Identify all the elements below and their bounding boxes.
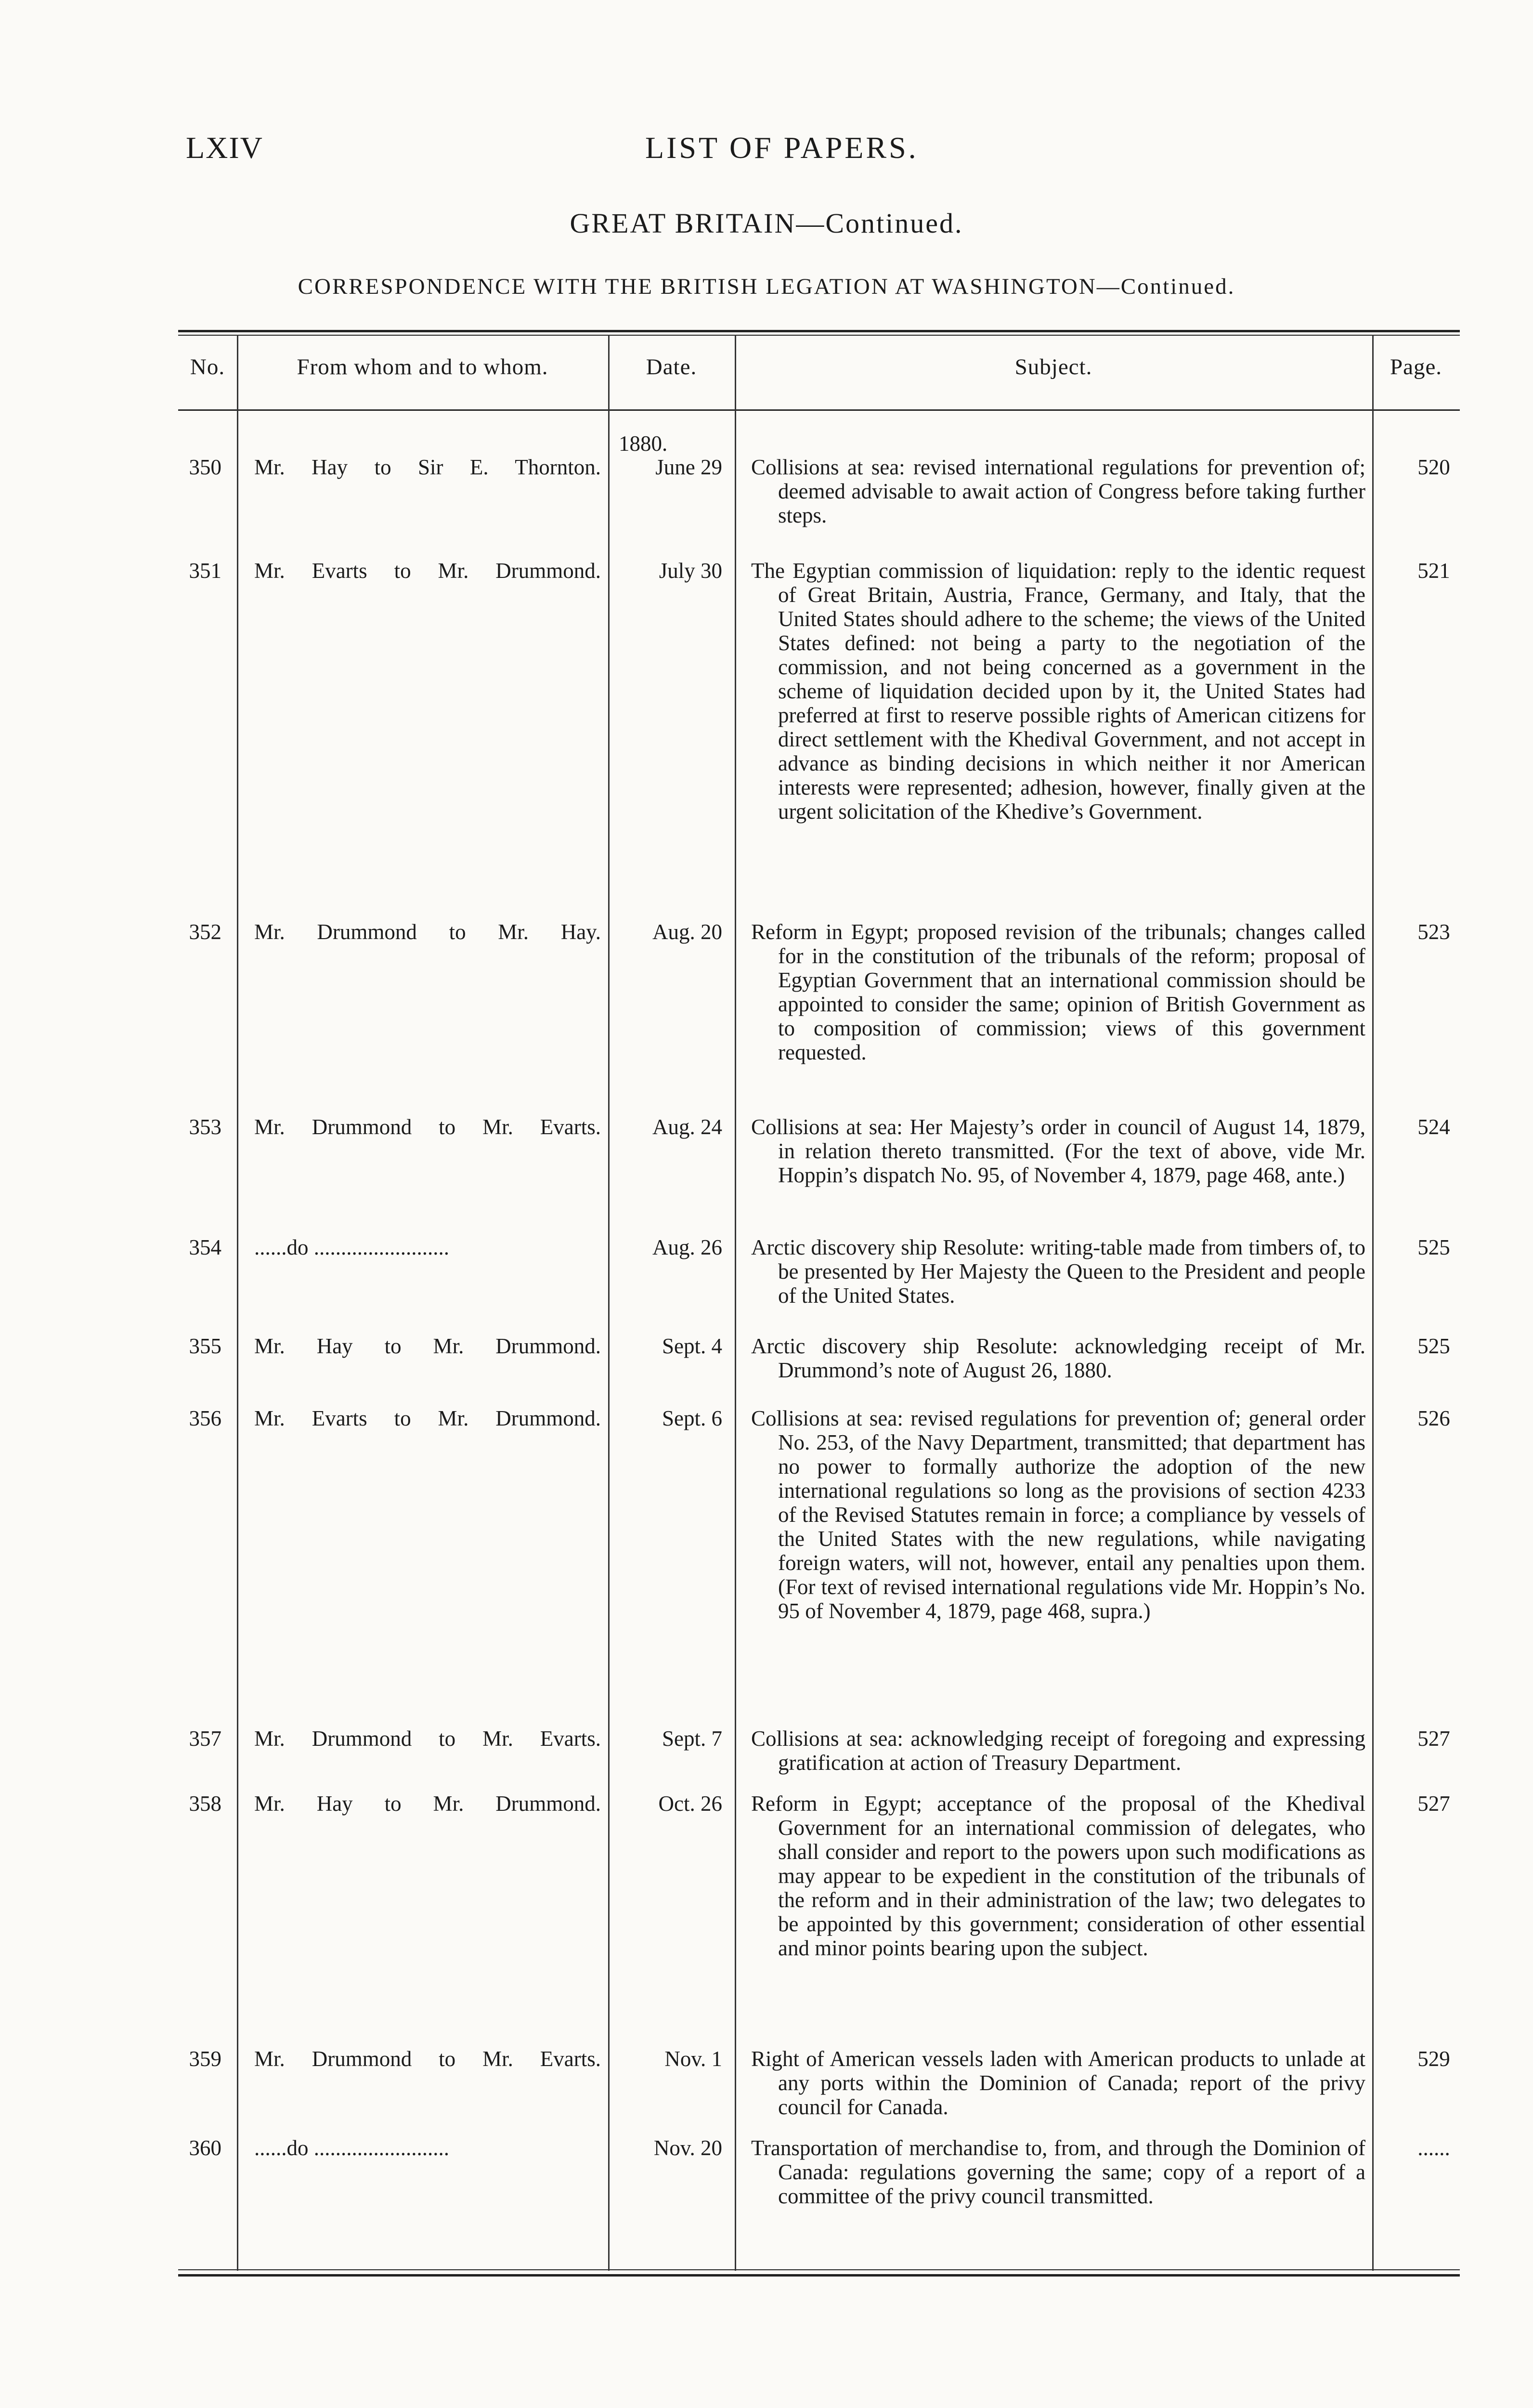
table-bottom-rule-thin [178, 2269, 1460, 2270]
row-number: 358 [189, 1792, 221, 1816]
row-date: Nov. 1 [664, 2047, 722, 2071]
row-page: 525 [1417, 1235, 1450, 1259]
row-number: 354 [189, 1235, 221, 1259]
table-header-rule [178, 409, 1460, 411]
row-subject: Arctic discovery ship Resolute: writing-table made from timbers of, to be presented by Her Majesty the Queen to the President and people of the United States. [751, 1235, 1365, 1308]
row-number: 353 [189, 1115, 221, 1139]
column-header-page: Page. [1390, 354, 1442, 380]
section-title: GREAT BRITAIN—Continued. [570, 208, 963, 239]
row-from: ......do ......................... [254, 2136, 449, 2160]
row-date: Aug. 24 [652, 1115, 722, 1139]
column-header-subject: Subject. [1014, 354, 1092, 380]
subsection-title: CORRESPONDENCE WITH THE BRITISH LEGATION AT WASHINGTON—Continued. [298, 274, 1235, 299]
row-subject: Collisions at sea: revised international regulations for prevention of; deemed advisable to await action of Congress before taking further steps. [751, 455, 1365, 527]
column-divider [735, 335, 736, 2271]
row-from: Mr. Drummond to Mr. Evarts. [254, 1727, 601, 1751]
row-from: Mr. Evarts to Mr. Drummond. [254, 1406, 601, 1430]
row-number: 359 [189, 2047, 221, 2071]
row-subject: Reform in Egypt; acceptance of the proposal of the Khedival Government for an international commission of delegates, who shall consider and report to the powers upon such modifications as may appear to be expedient in the constitution of the tribunals of the reform and in their administration of the law; two delegates to be appointed by this government; consideration of other essential and minor points bearing upon the subject. [751, 1792, 1365, 1960]
page-number: LXIV [186, 131, 263, 165]
table-top-rule-thin [178, 335, 1460, 336]
row-number: 352 [189, 920, 221, 944]
column-header-from: From whom and to whom. [297, 354, 548, 380]
row-number: 351 [189, 559, 221, 583]
row-number: 357 [189, 1727, 221, 1751]
row-date: June 29 [655, 455, 722, 479]
row-page: 520 [1417, 455, 1450, 479]
column-divider [1372, 335, 1374, 2271]
row-page: 525 [1417, 1334, 1450, 1358]
row-subject: Collisions at sea: Her Majesty’s order in council of August 14, 1879, in relation thereto transmitted. (For the text of above, vide Mr. Hoppin’s dispatch No. 95, of November 4, 1879, page 468, ante.) [751, 1115, 1365, 1187]
row-page: 524 [1417, 1115, 1450, 1139]
row-from: Mr. Hay to Mr. Drummond. [254, 1334, 601, 1358]
row-page: ...... [1417, 2136, 1450, 2160]
row-date: July 30 [659, 559, 722, 583]
row-page: 521 [1417, 559, 1450, 583]
table-bottom-rule [178, 2274, 1460, 2277]
row-date: Oct. 26 [658, 1792, 722, 1816]
row-subject: Collisions at sea: acknowledging receipt of foregoing and expressing gratification at action of Treasury Department. [751, 1727, 1365, 1775]
row-from: Mr. Evarts to Mr. Drummond. [254, 559, 601, 583]
row-date: Sept. 6 [662, 1406, 722, 1430]
row-from: Mr. Hay to Mr. Drummond. [254, 1792, 601, 1816]
year-label: 1880. [619, 432, 668, 456]
row-page: 529 [1417, 2047, 1450, 2071]
row-from: Mr. Drummond to Mr. Hay. [254, 920, 601, 944]
row-number: 355 [189, 1334, 221, 1358]
row-page: 526 [1417, 1406, 1450, 1430]
row-page: 527 [1417, 1792, 1450, 1816]
column-divider [608, 335, 610, 2271]
row-subject: Arctic discovery ship Resolute: acknowledging receipt of Mr. Drummond’s note of August 26, 1880. [751, 1334, 1365, 1382]
column-header-no: No. [190, 354, 225, 380]
row-number: 356 [189, 1406, 221, 1430]
row-from: Mr. Hay to Sir E. Thornton. [254, 455, 601, 479]
row-from: Mr. Drummond to Mr. Evarts. [254, 2047, 601, 2071]
row-page: 523 [1417, 920, 1450, 944]
row-subject: Collisions at sea: revised regulations for prevention of; general order No. 253, of the Navy Department, transmitted; that department has no power to formally authorize the adoption of the new international regulations so long as the provisions of section 4233 of the Revised Statutes remain in force; a compliance by vessels of the United States with the new regulations, while navigating foreign waters, will not, however, entail any penalties upon them. (For text of revised international regulations vide Mr. Hoppin’s No. 95 of November 4, 1879, page 468, supra.) [751, 1406, 1365, 1623]
row-number: 360 [189, 2136, 221, 2160]
row-from: Mr. Drummond to Mr. Evarts. [254, 1115, 601, 1139]
column-header-date: Date. [646, 354, 697, 380]
row-date: Sept. 4 [662, 1334, 722, 1358]
page-title: LIST OF PAPERS. [645, 131, 919, 165]
table-top-rule [178, 330, 1460, 332]
row-number: 350 [189, 455, 221, 479]
column-divider [237, 335, 238, 2271]
row-date: Aug. 26 [652, 1235, 722, 1259]
row-subject: The Egyptian commission of liquidation: reply to the identic request of Great Britain, Austria, France, Germany, and Italy, that the United States should adhere to the scheme; the views of the United States defined: not being a party to the negotiation of the commission, and not being concerned as a government in the scheme of liquidation decided upon by it, the United States had preferred at first to reserve possible rights of American citizens for direct settlement with the Khedival Government, and not accept in advance as binding decisions in which neither it nor American interests were represented; adhesion, however, finally given at the urgent solicitation of the Khedive’s Government. [751, 559, 1365, 824]
row-from: ......do ......................... [254, 1235, 449, 1259]
row-subject: Reform in Egypt; proposed revision of the tribunals; changes called for in the constitution of the tribunals of the reform; proposal of Egyptian Government that an international commission should be appointed to consider the same; opinion of British Government as to composition of commission; views of this government requested. [751, 920, 1365, 1064]
row-date: Aug. 20 [652, 920, 722, 944]
row-page: 527 [1417, 1727, 1450, 1751]
row-date: Sept. 7 [662, 1727, 722, 1751]
row-subject: Transportation of merchandise to, from, and through the Dominion of Canada: regulations governing the same; copy of a report of a committee of the privy council transmitted. [751, 2136, 1365, 2208]
row-date: Nov. 20 [653, 2136, 722, 2160]
row-subject: Right of American vessels laden with American products to unlade at any ports within the Dominion of Canada; report of the privy council for Canada. [751, 2047, 1365, 2119]
